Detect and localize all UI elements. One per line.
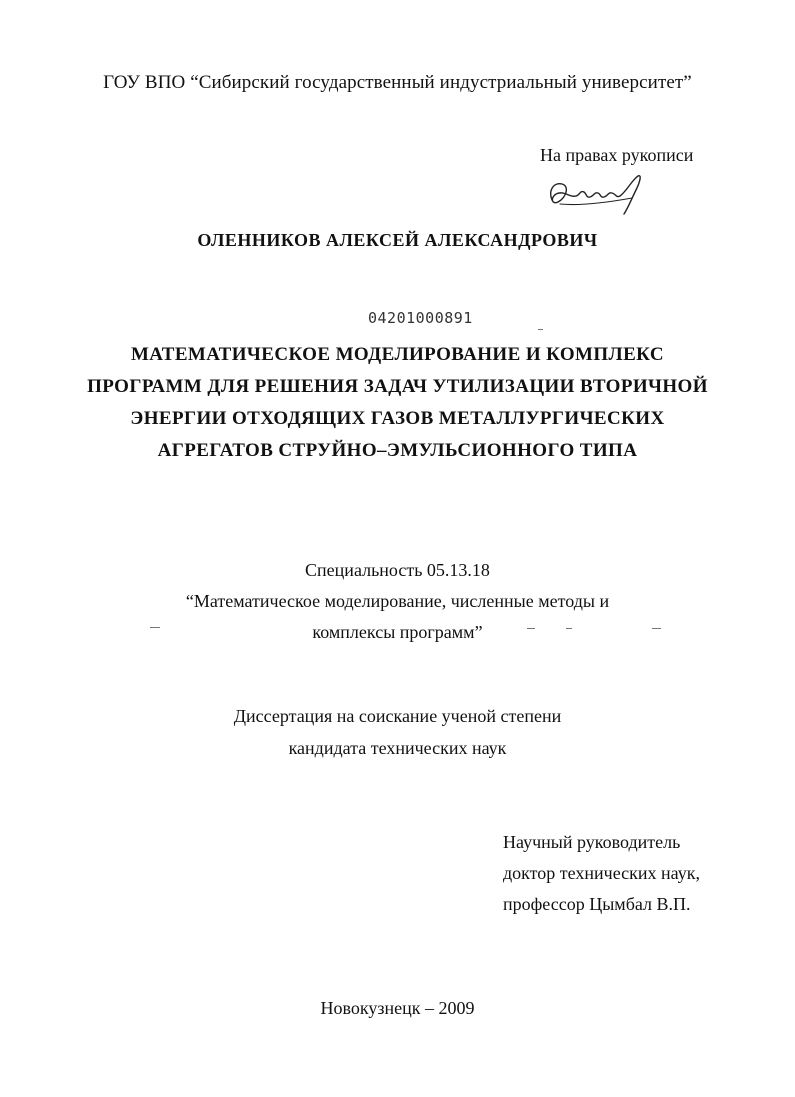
scan-speck xyxy=(150,627,160,628)
scan-speck xyxy=(566,628,572,629)
city-year: Новокузнецк – 2009 xyxy=(320,998,475,1018)
scan-speck xyxy=(527,628,535,629)
registration-number: 04201000891 xyxy=(368,309,473,327)
specialty-line: “Математическое моделирование, численные методы и xyxy=(185,591,610,611)
dissertation-title xyxy=(0,339,795,467)
signature-icon xyxy=(540,168,650,218)
manuscript-note: На правах рукописи xyxy=(540,145,694,165)
institution-name: ГОУ ВПО “Сибирский государственный индустриальный университет” xyxy=(103,72,692,93)
specialty-line: Специальность 05.13.18 xyxy=(305,560,490,580)
title-line: ЭНЕРГИИ ОТХОДЯЩИХ ГАЗОВ МЕТАЛЛУРГИЧЕСКИХ xyxy=(130,408,665,429)
title-line: МАТЕМАТИЧЕСКОЕ МОДЕЛИРОВАНИЕ И КОМПЛЕКС xyxy=(130,344,665,365)
author-name: ОЛЕННИКОВ АЛЕКСЕЙ АЛЕКСАНДРОВИЧ xyxy=(197,230,598,250)
advisor-line: профессор Цымбал В.П. xyxy=(503,894,691,914)
scan-speck xyxy=(652,628,661,629)
title-line: ПРОГРАММ ДЛЯ РЕШЕНИЯ ЗАДАЧ УТИЛИЗАЦИИ ВТОРИЧНОЙ xyxy=(87,376,708,397)
specialty-block xyxy=(0,555,795,648)
degree-line: кандидата технических наук xyxy=(288,738,507,758)
advisor-line: Научный руководитель xyxy=(503,832,681,852)
degree-line: Диссертация на соискание ученой степени xyxy=(233,706,562,726)
title-line: АГРЕГАТОВ СТРУЙНО–ЭМУЛЬСИОННОГО ТИПА xyxy=(157,440,638,461)
advisor-block xyxy=(503,827,700,920)
scan-speck xyxy=(538,329,543,330)
advisor-line: доктор технических наук, xyxy=(503,863,700,883)
specialty-line: комплексы программ” xyxy=(312,622,483,642)
degree-block xyxy=(0,700,795,764)
